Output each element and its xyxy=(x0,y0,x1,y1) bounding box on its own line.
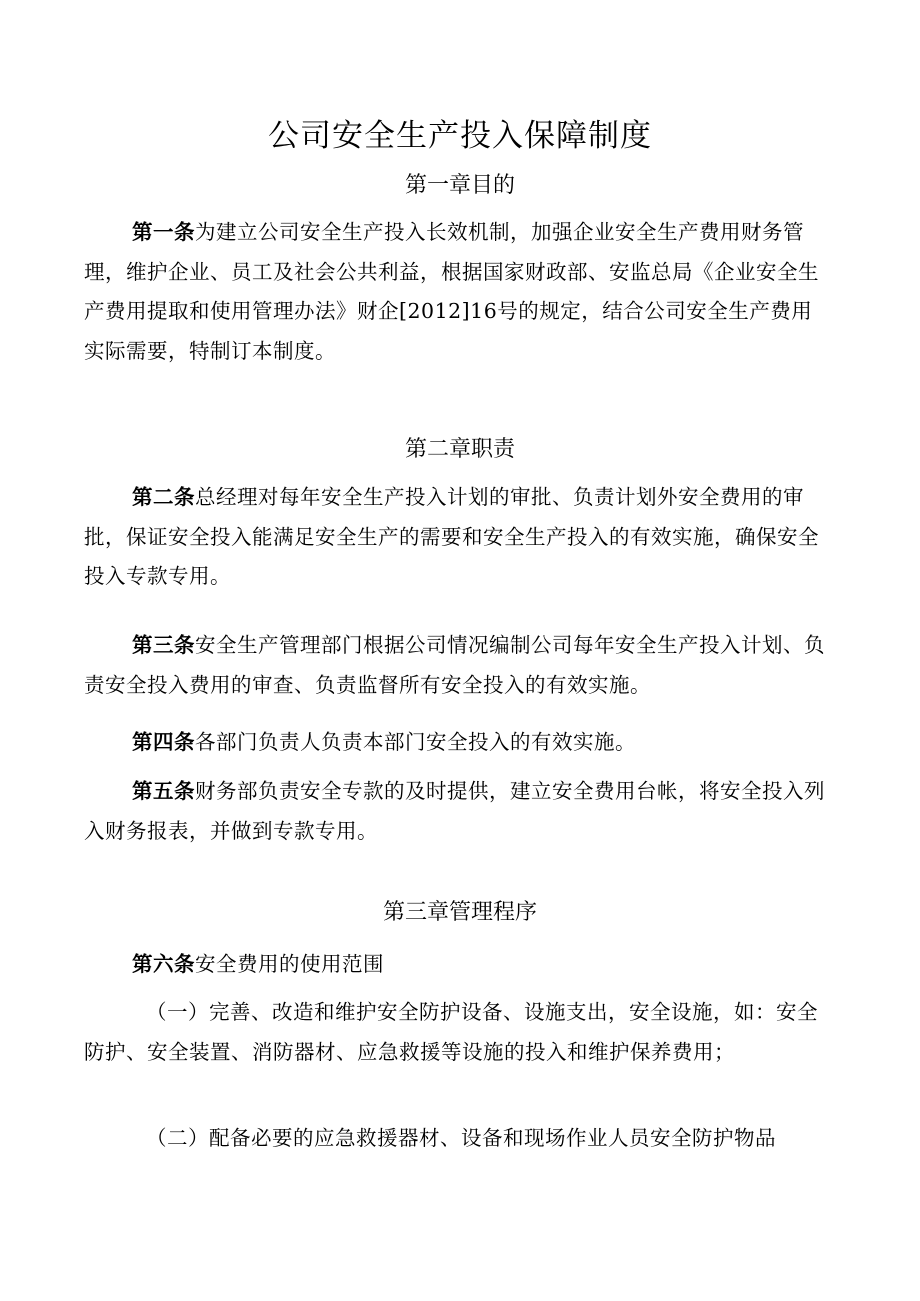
article-3-text: 安全生产管理部门根据公司情况编制公司每年安全生产投入计划、负责安全投入费用的审查、负责监督所有安全投入的有效实施。 xyxy=(84,633,825,697)
article-3 xyxy=(84,626,830,705)
article-4-label: 第四条 xyxy=(132,730,195,754)
chapter-3-heading: 第三章管理程序 xyxy=(382,900,537,925)
article-5 xyxy=(84,772,830,851)
article-6 xyxy=(84,945,830,985)
article-1-text: 为建立公司安全生产投入长效机制，加强企业安全生产费用财务管理，维护企业、员工及社会公共利益，根据国家财政部、安监总局《企业安全生产费用提取和使用管理办法》财企[2012]16号的规定，结合公司安全生产费用实际需要，特制订本制度。 xyxy=(84,220,819,363)
article-6-label: 第六条 xyxy=(132,952,195,976)
article-1 xyxy=(84,213,830,371)
article-4-text: 各部门负责人负责本部门安全投入的有效实施。 xyxy=(195,730,636,754)
scope-item-1-text: （一）完善、改造和维护安全防护设备、设施支出，安全设施，如：安全防护、安全装置、消防器材、应急救援等设施的投入和维护保养费用； xyxy=(84,1000,818,1064)
article-6-text: 安全费用的使用范围 xyxy=(195,952,384,976)
chapter-2-heading: 第二章职责 xyxy=(404,437,515,462)
article-1-label: 第一条 xyxy=(132,220,195,244)
article-5-label: 第五条 xyxy=(132,779,195,803)
article-3-label: 第三条 xyxy=(132,633,195,657)
scope-item-2-text: （二）配备必要的应急救援器材、设备和现场作业人员安全防护物品 xyxy=(146,1126,776,1150)
scope-item-1 xyxy=(84,993,830,1072)
article-4 xyxy=(84,723,830,763)
article-2 xyxy=(84,478,830,597)
article-5-text: 财务部负责安全专款的及时提供，建立安全费用台帐，将安全投入列入财务报表，并做到专款专用。 xyxy=(84,779,825,843)
article-2-label: 第二条 xyxy=(132,485,195,509)
article-2-text: 总经理对每年安全生产投入计划的审批、负责计划外安全费用的审批，保证安全投入能满足安全生产的需要和安全生产投入的有效实施，确保安全投入专款专用。 xyxy=(84,485,819,588)
scope-item-2 xyxy=(84,1119,830,1159)
document-title: 公司安全生产投入保障制度 xyxy=(268,118,652,154)
chapter-1-heading: 第一章目的 xyxy=(404,173,515,198)
